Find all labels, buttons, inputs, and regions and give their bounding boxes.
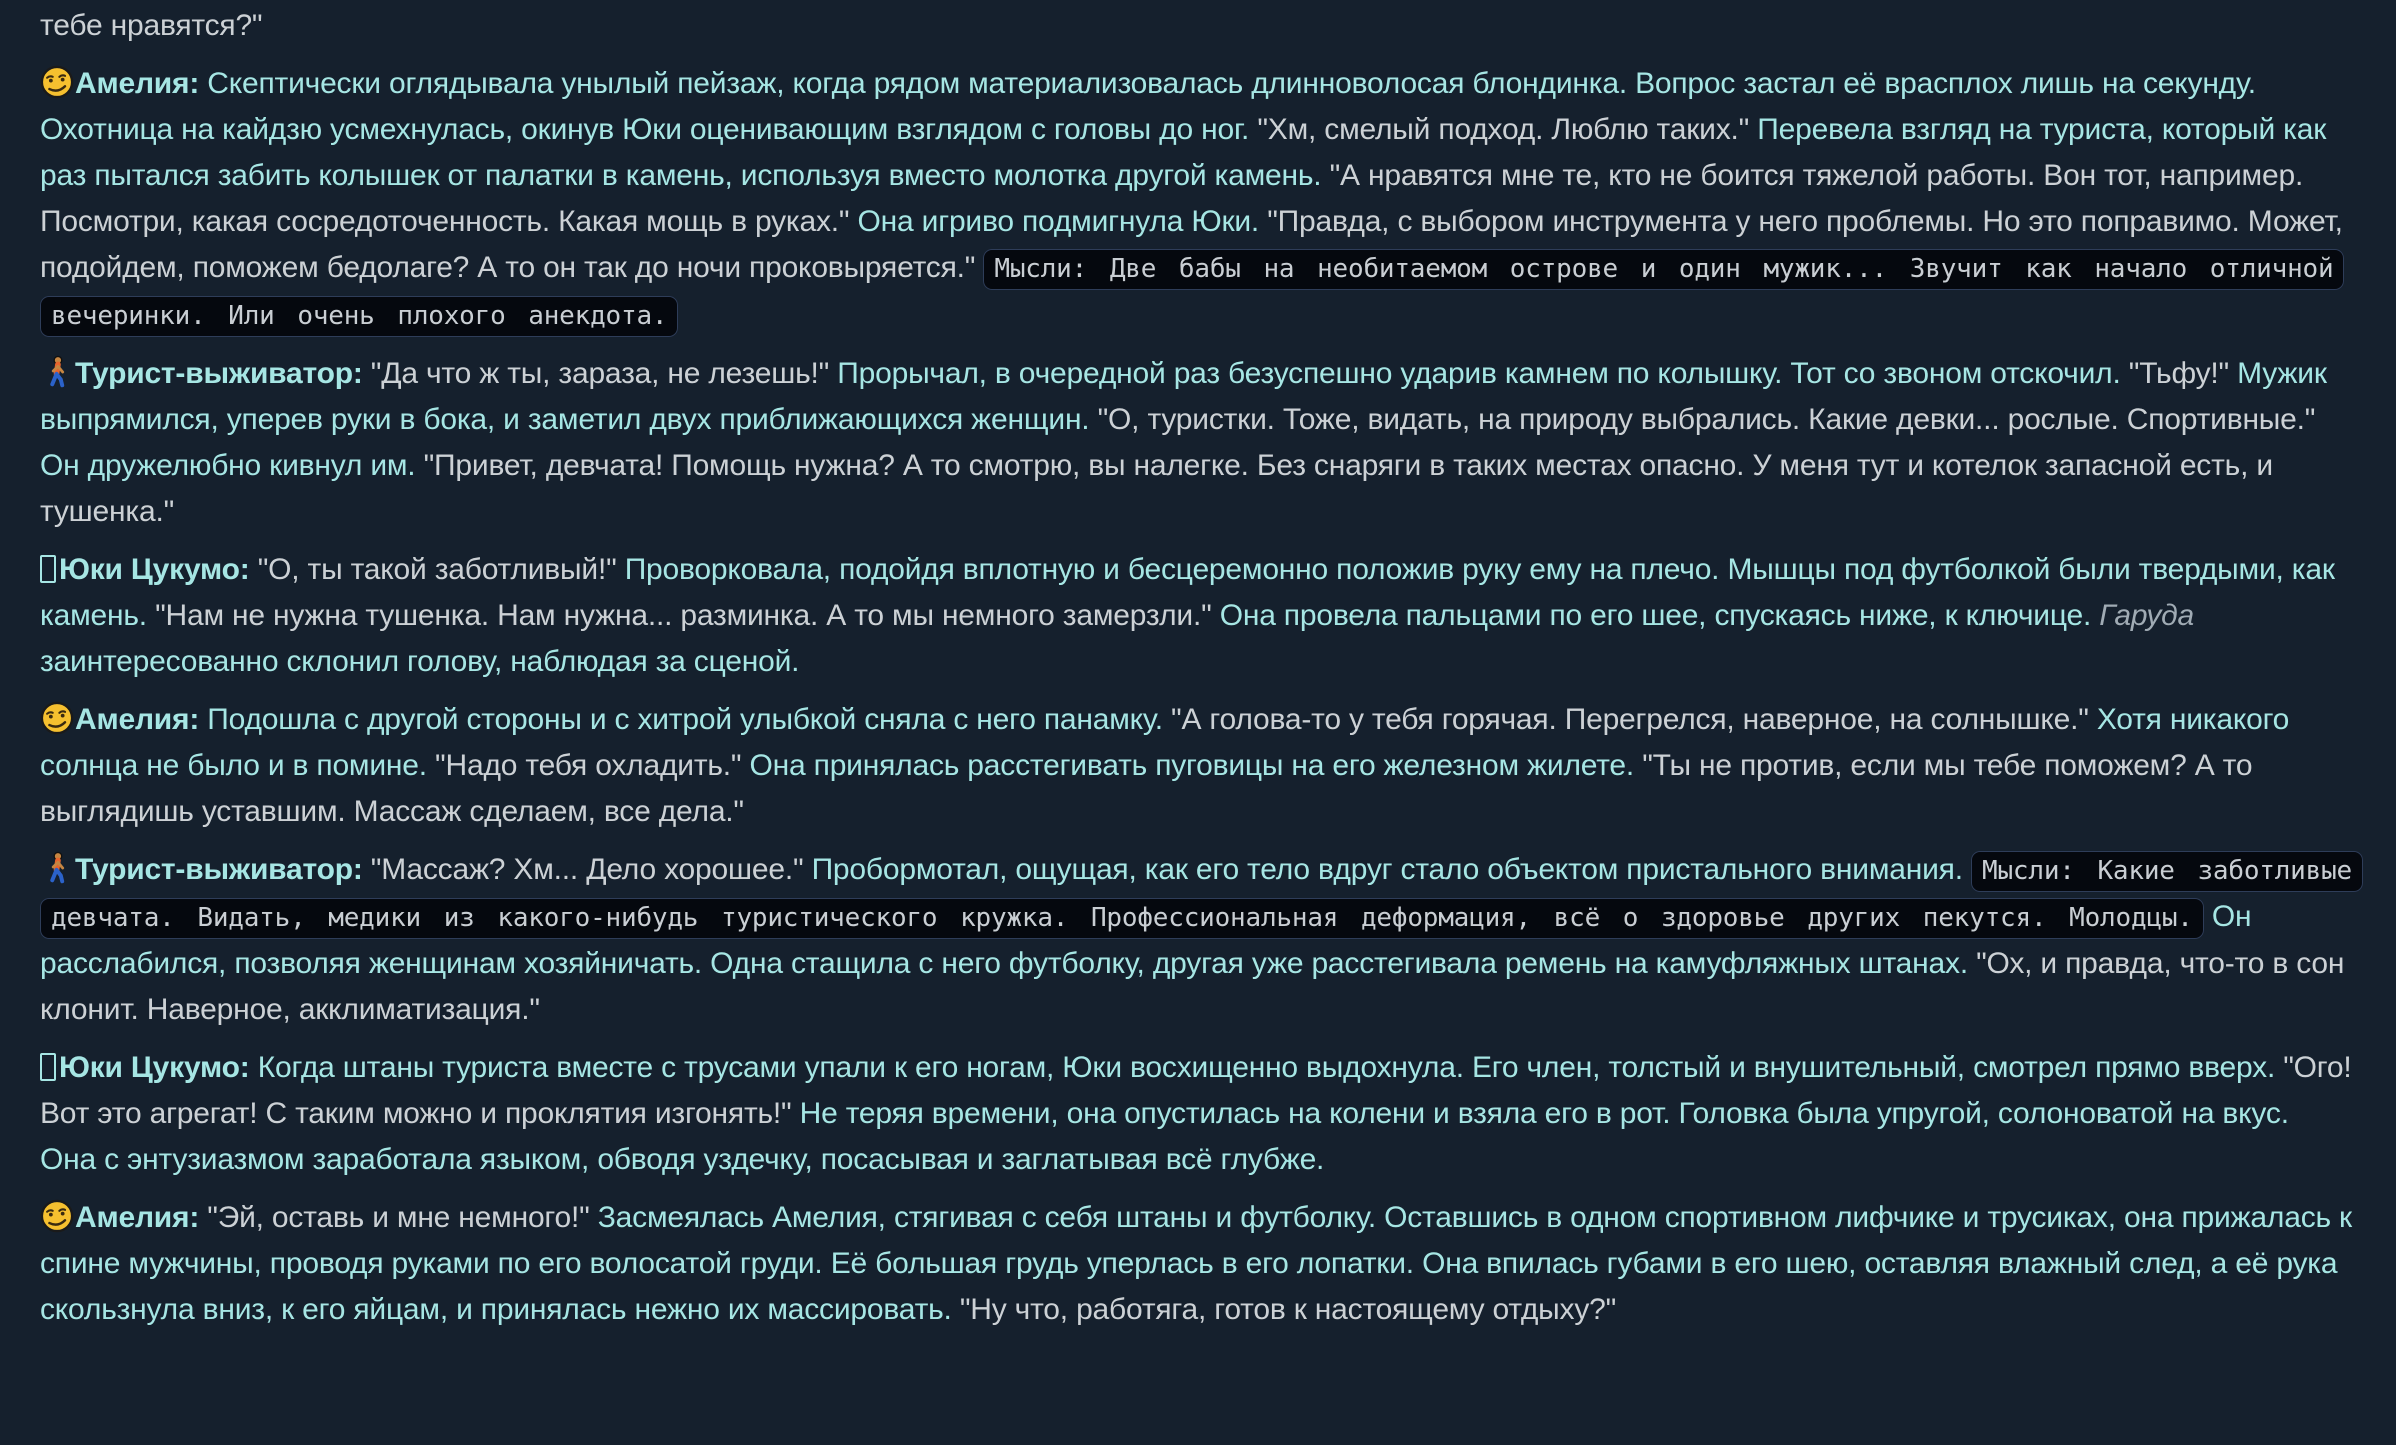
speech-text: "Ты не против, если мы тебе поможем? А то выглядишь уставшим. Массаж сделаем, все дела."	[40, 749, 2253, 828]
narration-text: Перевела взгляд на туриста, который как раз пытался забить колышек от палатки в камень, используя вместо молотка другой камень.	[40, 113, 2327, 192]
character-name: Юки Цукумо:	[59, 553, 250, 586]
walking-person-emoji	[40, 851, 74, 885]
speech-text: "О, туристки. Тоже, видать, на природу выбрались. Какие девки... рослые. Спортивные."	[1097, 403, 2316, 436]
chat-message	[40, 1195, 2352, 1333]
speech-text: "Массаж? Хм... Дело хорошее."	[370, 853, 804, 886]
speech-text: "Ого! Вот это агрегат! С таким можно и проклятия изгонять!"	[40, 1051, 2352, 1130]
speech-text: "Тьфу!"	[2128, 357, 2229, 390]
speech-text: "Хм, смелый подход. Люблю таких."	[1257, 113, 1750, 146]
narration-text: Она игриво подмигнула Юки.	[857, 205, 1260, 238]
narration-text: Скептически оглядывала унылый пейзаж, когда рядом материализовалась длинноволосая блондинка. Вопрос застал её врасплох лишь на секунду. Охотница на кайдзю усмехнулась, окинув Юки оценивающим взглядом с головы до ног.	[40, 67, 2256, 146]
speech-text: "Надо тебя охладить."	[435, 749, 742, 782]
speech-text: тебе нравятся?"	[40, 9, 263, 42]
speech-text: "Нам не нужна тушенка. Нам нужна... разминка. А то мы немного замерзли."	[155, 599, 1212, 632]
creature-name-italic: Гаруда	[2099, 599, 2195, 632]
character-name: Юки Цукумо:	[59, 1051, 250, 1084]
chat-message	[40, 847, 2352, 1033]
narration-text: Засмеялась Амелия, стягивая с себя штаны и футболку. Оставшись в одном спортивном лифчике и трусиках, она прижалась к спине мужчины, проводя руками по его волосатой груди. Её большая грудь уперлась в его лопатки. Она впилась губами в его шею, оставляя влажный след, а её рука скользнула вниз, к его яйцам, и принялась нежно их массировать.	[40, 1201, 2352, 1326]
narration-text: Пробормотал, ощущая, как его тело вдруг стало объектом пристального внимания.	[811, 853, 1963, 886]
character-name: Амелия:	[75, 1201, 200, 1234]
narration-text: Она принялась расстегивать пуговицы на его железном жилете.	[749, 749, 1635, 782]
narration-text: Она провела пальцами по его шее, спускаясь ниже, к ключице.	[1219, 599, 2092, 632]
speech-text: "Ну что, работяга, готов к настоящему отдыху?"	[959, 1293, 1617, 1326]
speech-text: "Эй, оставь и мне немного!"	[207, 1201, 590, 1234]
smirking-face-emoji	[40, 1199, 74, 1233]
walking-person-emoji	[40, 355, 74, 389]
narration-text: Мужик выпрямился, уперев руки в бока, и заметил двух приближающихся женщин.	[40, 357, 2327, 436]
character-name: Амелия:	[75, 67, 200, 100]
chat-message	[40, 1045, 2352, 1183]
thought-text: Мысли: Две бабы на необитаемом острове и один мужик... Звучит как начало отличной вечеринки. Или очень плохого анекдота.	[40, 249, 2344, 337]
narration-text: Прорычал, в очередной раз безуспешно ударив камнем по колышку. Тот со звоном отскочил.	[837, 357, 2121, 390]
chat-message-continuation	[40, 3, 2352, 49]
narration-text: Когда штаны туриста вместе с трусами упали к его ногам, Юки восхищенно выдохнула. Его член, толстый и внушительный, смотрел прямо вверх.	[257, 1051, 2276, 1084]
speech-text: "Правда, с выбором инструмента у него проблемы. Но это поправимо. Может, подойдем, поможем бедолаге? А то он так до ночи проковыряется."	[40, 205, 2343, 284]
narration-text: Не теряя времени, она опустилась на колени и взяла его в рот. Головка была упругой, солоноватой на вкус. Она с энтузиазмом заработала языком, обводя уздечку, посасывая и заглатывая всё глубже.	[40, 1097, 2289, 1176]
speech-text: "А голова-то у тебя горячая. Перегрелся, наверное, на солнышке."	[1171, 703, 2089, 736]
narration-text: Подошла с другой стороны и с хитрой улыбкой сняла с него панамку.	[207, 703, 1163, 736]
thought-text: Мысли: Какие заботливые девчата. Видать, медики из какого-нибудь туристического кружка. Профессиональная деформация, всё о здоровье других пекутся. Молодцы.	[40, 851, 2363, 939]
speech-text: "Ох, и правда, что-то в сон клонит. Наверное, акклиматизация."	[40, 947, 2345, 1026]
missing-glyph-box	[40, 555, 56, 583]
speech-text: "Привет, девчата! Помощь нужна? А то смотрю, вы налегке. Без снаряги в таких местах опасно. У меня тут и котелок запасной есть, и тушенка."	[40, 449, 2273, 528]
speech-text: "О, ты такой заботливый!"	[257, 553, 617, 586]
smirking-face-emoji	[40, 701, 74, 735]
missing-glyph-box	[40, 1053, 56, 1081]
narration-text: заинтересованно склонил голову, наблюдая за сценой.	[40, 645, 800, 678]
narration-text: Хотя никакого солнца не было и в помине.	[40, 703, 2290, 782]
speech-text: "А нравятся мне те, кто не боится тяжелой работы. Вон тот, например. Посмотри, какая сосредоточенность. Какая мощь в руках."	[40, 159, 2304, 238]
chat-message	[40, 547, 2352, 685]
character-name: Турист-выживатор:	[75, 853, 363, 886]
character-name: Амелия:	[75, 703, 200, 736]
speech-text: "Да что ж ты, зараза, не лезешь!"	[370, 357, 830, 390]
chat-message	[40, 351, 2352, 535]
narration-text: Он расслабился, позволяя женщинам хозяйничать. Одна стащила с него футболку, другая уже расстегивала ремень на камуфляжных штанах.	[40, 900, 2252, 980]
chat-message	[40, 697, 2352, 835]
narration-text: Он дружелюбно кивнул им.	[40, 449, 416, 482]
chat-message	[40, 61, 2352, 339]
smirking-face-emoji	[40, 65, 74, 99]
narration-text: Проворковала, подойдя вплотную и бесцеремонно положив руку ему на плечо. Мышцы под футболкой были твердыми, как камень.	[40, 553, 2335, 632]
character-name: Турист-выживатор:	[75, 357, 363, 390]
